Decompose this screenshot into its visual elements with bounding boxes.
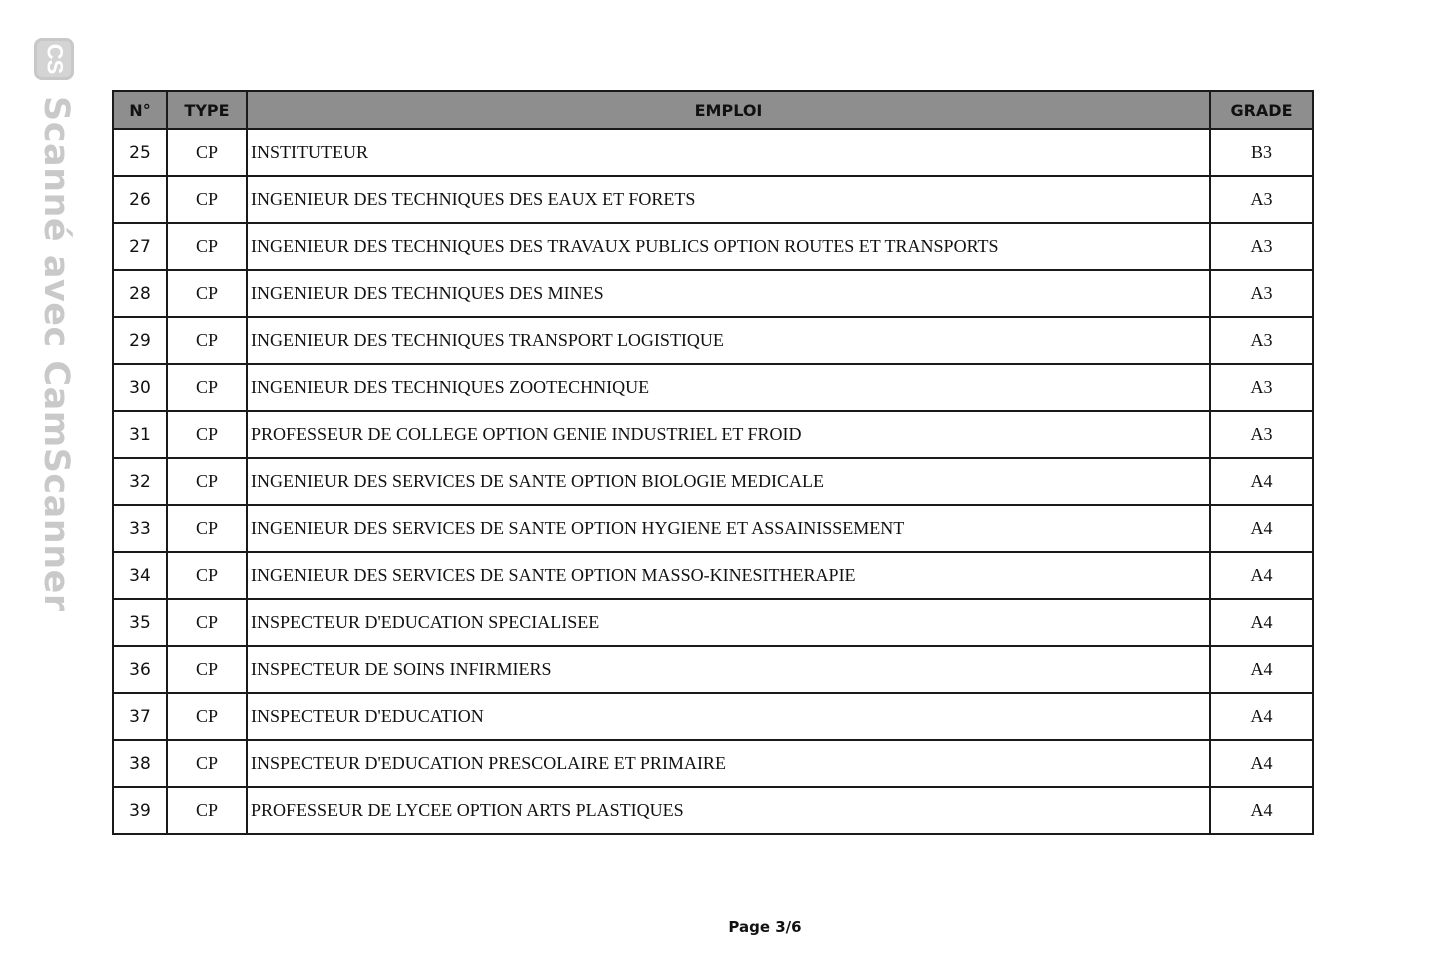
cell-num: 31 — [113, 411, 167, 458]
cell-emploi: INSPECTEUR DE SOINS INFIRMIERS — [247, 646, 1210, 693]
camscanner-logo-icon — [34, 38, 74, 80]
table-body — [113, 129, 1313, 834]
table-row — [113, 176, 1313, 223]
table-row — [113, 270, 1313, 317]
cell-type: CP — [167, 552, 247, 599]
cell-grade: A4 — [1210, 458, 1313, 505]
table-row — [113, 740, 1313, 787]
cell-grade: A4 — [1210, 505, 1313, 552]
emploi-table — [112, 90, 1314, 835]
table-row — [113, 364, 1313, 411]
cell-grade: A3 — [1210, 317, 1313, 364]
camscanner-logo-text: CS — [42, 43, 67, 75]
table-row — [113, 646, 1313, 693]
cell-grade: A4 — [1210, 787, 1313, 834]
header-type: TYPE — [167, 91, 247, 129]
cell-grade: A4 — [1210, 740, 1313, 787]
cell-grade: A4 — [1210, 552, 1313, 599]
cell-grade: A3 — [1210, 270, 1313, 317]
cell-grade: A3 — [1210, 176, 1313, 223]
cell-grade: A4 — [1210, 599, 1313, 646]
cell-grade: A3 — [1210, 411, 1313, 458]
cell-type: CP — [167, 223, 247, 270]
cell-num: 27 — [113, 223, 167, 270]
header-grade: GRADE — [1210, 91, 1313, 129]
cell-emploi: INGENIEUR DES SERVICES DE SANTE OPTION BIOLOGIE MEDICALE — [247, 458, 1210, 505]
watermark-text: Scanné avec CamScanner — [36, 96, 76, 612]
cell-grade: A4 — [1210, 646, 1313, 693]
cell-type: CP — [167, 317, 247, 364]
cell-num: 32 — [113, 458, 167, 505]
cell-type: CP — [167, 411, 247, 458]
cell-type: CP — [167, 599, 247, 646]
cell-emploi: INSTITUTEUR — [247, 129, 1210, 176]
cell-type: CP — [167, 693, 247, 740]
table-row — [113, 505, 1313, 552]
table-row — [113, 787, 1313, 834]
cell-num: 26 — [113, 176, 167, 223]
cell-type: CP — [167, 364, 247, 411]
cell-emploi: INGENIEUR DES TECHNIQUES DES EAUX ET FORETS — [247, 176, 1210, 223]
cell-grade: A4 — [1210, 693, 1313, 740]
table-row — [113, 129, 1313, 176]
cell-grade: B3 — [1210, 129, 1313, 176]
table-row — [113, 317, 1313, 364]
cell-num: 38 — [113, 740, 167, 787]
table-row — [113, 552, 1313, 599]
header-num: N° — [113, 91, 167, 129]
cell-emploi: INSPECTEUR D'EDUCATION PRESCOLAIRE ET PRIMAIRE — [247, 740, 1210, 787]
cell-type: CP — [167, 740, 247, 787]
table-header-row — [113, 91, 1313, 129]
cell-emploi: INSPECTEUR D'EDUCATION SPECIALISEE — [247, 599, 1210, 646]
cell-emploi: PROFESSEUR DE COLLEGE OPTION GENIE INDUSTRIEL ET FROID — [247, 411, 1210, 458]
cell-type: CP — [167, 129, 247, 176]
cell-type: CP — [167, 458, 247, 505]
cell-type: CP — [167, 787, 247, 834]
cell-type: CP — [167, 646, 247, 693]
cell-num: 35 — [113, 599, 167, 646]
cell-num: 25 — [113, 129, 167, 176]
cell-num: 36 — [113, 646, 167, 693]
cell-type: CP — [167, 505, 247, 552]
cell-num: 33 — [113, 505, 167, 552]
table-row — [113, 411, 1313, 458]
cell-grade: A3 — [1210, 364, 1313, 411]
cell-num: 34 — [113, 552, 167, 599]
cell-emploi: INGENIEUR DES TECHNIQUES DES TRAVAUX PUBLICS OPTION ROUTES ET TRANSPORTS — [247, 223, 1210, 270]
table-row — [113, 458, 1313, 505]
header-emploi: EMPLOI — [247, 91, 1210, 129]
page-number: Page 3/6 — [728, 918, 802, 936]
cell-num: 28 — [113, 270, 167, 317]
table-row — [113, 223, 1313, 270]
cell-grade: A3 — [1210, 223, 1313, 270]
table-row — [113, 599, 1313, 646]
cell-num: 39 — [113, 787, 167, 834]
cell-emploi: INGENIEUR DES TECHNIQUES TRANSPORT LOGISTIQUE — [247, 317, 1210, 364]
cell-num: 37 — [113, 693, 167, 740]
cell-emploi: INGENIEUR DES TECHNIQUES ZOOTECHNIQUE — [247, 364, 1210, 411]
cell-num: 29 — [113, 317, 167, 364]
cell-type: CP — [167, 176, 247, 223]
camscanner-watermark — [30, 38, 78, 612]
cell-num: 30 — [113, 364, 167, 411]
cell-emploi: INGENIEUR DES SERVICES DE SANTE OPTION HYGIENE ET ASSAINISSEMENT — [247, 505, 1210, 552]
cell-emploi: INSPECTEUR D'EDUCATION — [247, 693, 1210, 740]
cell-emploi: PROFESSEUR DE LYCEE OPTION ARTS PLASTIQUES — [247, 787, 1210, 834]
cell-emploi: INGENIEUR DES SERVICES DE SANTE OPTION MASSO-KINESITHERAPIE — [247, 552, 1210, 599]
table-row — [113, 693, 1313, 740]
cell-emploi: INGENIEUR DES TECHNIQUES DES MINES — [247, 270, 1210, 317]
cell-type: CP — [167, 270, 247, 317]
